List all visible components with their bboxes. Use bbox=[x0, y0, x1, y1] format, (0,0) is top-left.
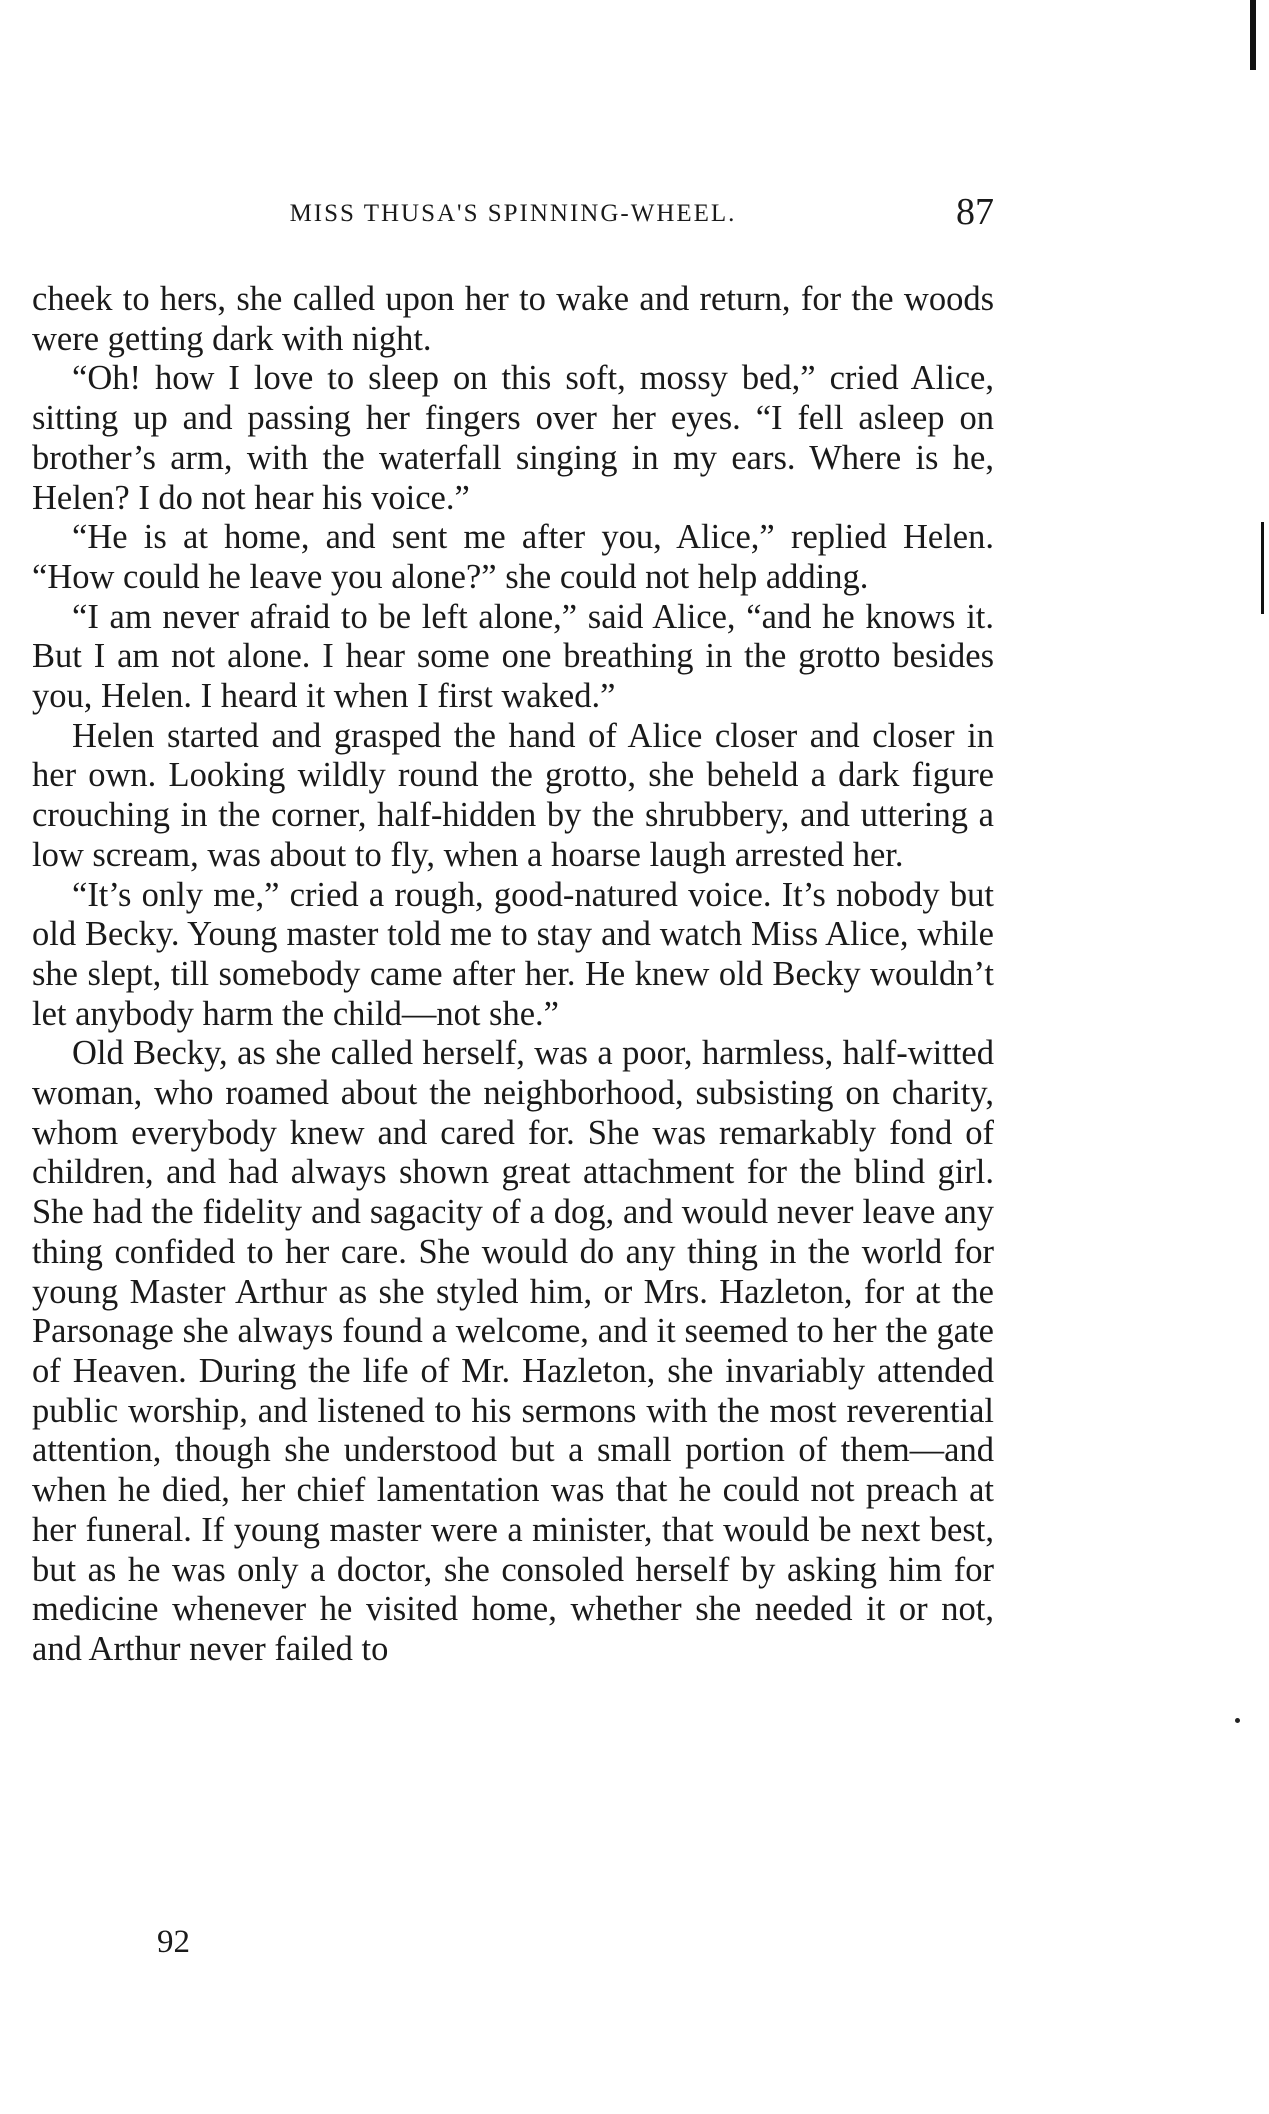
body-text bbox=[32, 280, 994, 1670]
printer-signature: 92 bbox=[157, 1924, 190, 1960]
page-number: 87 bbox=[956, 191, 994, 233]
paragraph: cheek to hers, she called upon her to wake and return, for the woods were getting dark with night. bbox=[32, 280, 994, 358]
paragraph: “I am never afraid to be left alone,” said Alice, “and he knows it. But I am not alone. I hear some one breathing in the grotto besides you, Helen. I heard it when I first waked.” bbox=[32, 597, 994, 716]
scan-edge-mark bbox=[1250, 0, 1256, 70]
running-head bbox=[32, 190, 994, 240]
paragraph: “Oh! how I love to sleep on this soft, mossy bed,” cried Alice, sitting up and passing her fingers over her eyes. “I fell asleep on brother’s arm, with the waterfall singing in my ears. Where is he, Helen? I do not hear his voice.” bbox=[32, 359, 994, 517]
paragraph: “He is at home, and sent me after you, Alice,” replied Helen. “How could he leave you alone?” she could not help adding. bbox=[32, 518, 994, 596]
paragraph: “It’s only me,” cried a rough, good-natured voice. It’s nobody but old Becky. Young master told me to stay and watch Miss Alice, while she slept, till somebody came after her. He knew old Becky wouldn’t let anybody harm the child—not she.” bbox=[32, 875, 994, 1033]
scan-edge-mark bbox=[1261, 522, 1264, 614]
scan-speck bbox=[1235, 1718, 1240, 1723]
running-title: MISS THUSA'S SPINNING-WHEEL. bbox=[289, 200, 737, 227]
paragraph: Old Becky, as she called herself, was a poor, harmless, half-witted woman, who roamed about the neighborhood, subsisting on charity, whom everybody knew and cared for. She was remarkably fond of children, and had always shown great attachment for the blind girl. She had the fidelity and sagacity of a dog, and would never leave any thing confided to her care. She would do any thing in the world for young Master Arthur as she styled him, or Mrs. Hazleton, for at the Parsonage she always found a welcome, and it seemed to her the gate of Heaven. During the life of Mr. Hazleton, she invariably attended public worship, and listened to his sermons with the most reverential attention, though she understood but a small portion of them—and when he died, her chief lamentation was that he could not preach at her funeral. If young master were a minister, that would be next best, but as he was only a doctor, she consoled herself by asking him for medicine whenever he visited home, whether she needed it or not, and Arthur never failed to bbox=[32, 1034, 994, 1668]
paragraph: Helen started and grasped the hand of Alice closer and closer in her own. Looking wildly round the grotto, she beheld a dark figure crouching in the corner, half-hidden by the shrubbery, and uttering a low scream, was about to fly, when a hoarse laugh arrested her. bbox=[32, 716, 994, 874]
